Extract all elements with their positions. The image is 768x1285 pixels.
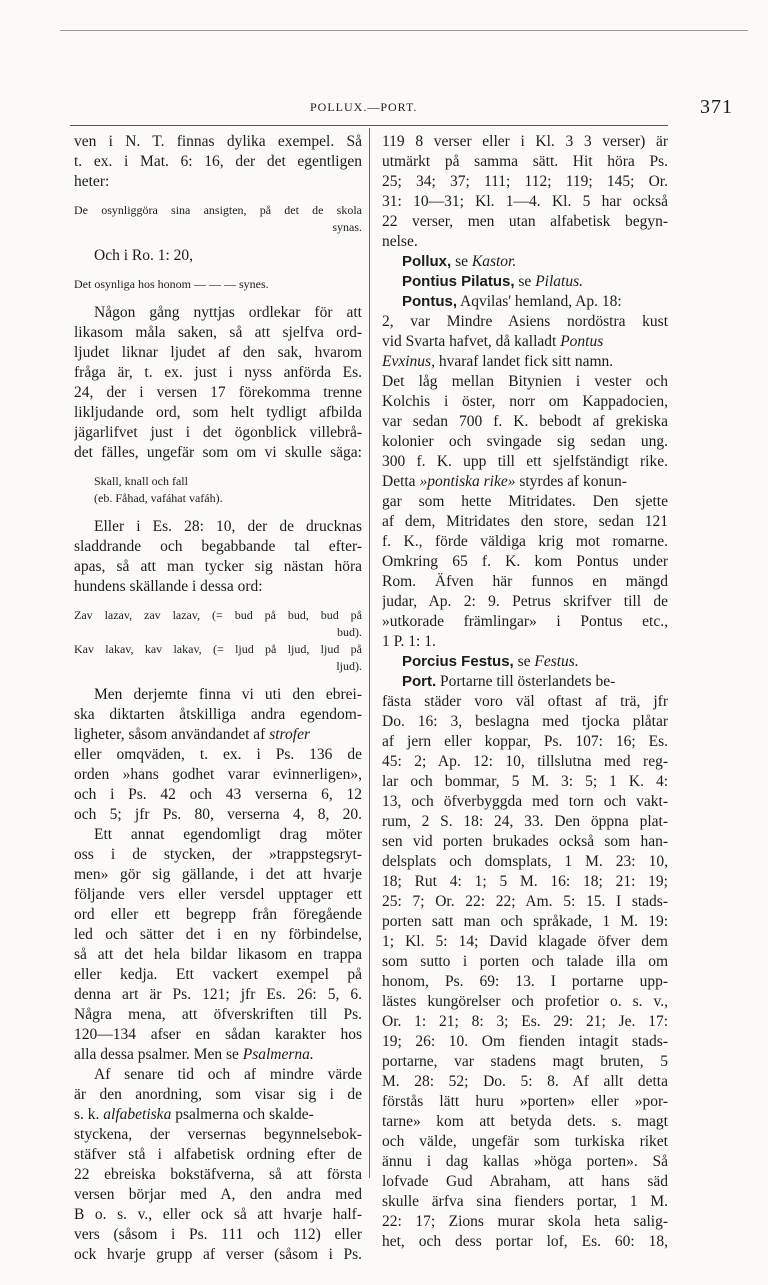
text-line: »utkorade främlingar» i Pontus etc., <box>382 613 668 630</box>
text-line: nelse. <box>382 233 418 250</box>
text-line: likljudande ord, som helt tydligt afbilda <box>74 404 362 421</box>
text-line: Do. 16: 3, beslagna med tjocka plåtar <box>382 713 668 730</box>
text-line: stäfver stå i alfabetisk ordning efter de <box>74 1146 362 1163</box>
text-line: 22: 17; Zions murar skola heta salig- <box>382 1213 668 1230</box>
text-line: led och sätter det i en ny förbindelse, <box>74 926 362 943</box>
text-line: 1 P. 1: 1. <box>382 633 436 650</box>
text-line: eller kedja. Ett vackert exempel på <box>74 966 362 983</box>
text-line: honom, Ps. 69: 13. I portarne upp- <box>382 973 668 990</box>
quote-line: Det osynliga hos honom — — — synes. <box>74 277 269 291</box>
entry-porcius-festus: Porcius Festus, se Festus. <box>402 653 579 670</box>
text-line: 45: 2; Ap. 12: 10, tillslutna med reg- <box>382 753 668 770</box>
text-line: och 5; jfr Ps. 80, verserna 4, 8, 20. <box>74 806 362 823</box>
text-line: Omkring 65 f. K. kom Pontus under <box>382 553 668 570</box>
text-line: portarne, var stadens magt bruten, 5 <box>382 1053 668 1070</box>
text-line: är den anordning, som visar sig i de <box>74 1086 362 1103</box>
text-line: alla dessa psalmer. Men se Psalmerna. <box>74 1046 314 1063</box>
top-rule <box>60 30 748 31</box>
text-line: B o. s. v., eller ock så att hvarje half- <box>74 1206 362 1223</box>
text-line: kolonier och svingade sig sedan ung. <box>382 433 668 450</box>
text-line: lar och bommar, 5 M. 3: 5; 1 K. 4: <box>382 773 668 790</box>
text-line <box>74 1265 362 1285</box>
text-line: eller omqväden, t. ex. i Ps. 136 de <box>74 746 362 763</box>
text-line: 22 ebreiska bokstäfverna, så att första <box>74 1166 362 1183</box>
text-line: 120—134 afser en sådan karakter hos <box>74 1026 362 1043</box>
text-line: 25: 7; Or. 22: 22; Am. 5: 15. I stads- <box>382 893 668 910</box>
text-line: Eller i Es. 28: 10, der de drucknas <box>94 518 362 535</box>
text-line: men» gör sig gällande, i det att hvarje <box>74 866 362 883</box>
text-line: Detta »pontiska rike» styrdes af konun- <box>382 473 627 490</box>
text-line: 1; Kl. 5: 14; David klagade öfver dem <box>382 933 668 950</box>
text-line: ord eller ett begrepp från föregående <box>74 906 362 923</box>
text-line: oss i de stycken, der »trappstegsryt- <box>74 846 362 863</box>
text-line: jägarlifvet just i det ögonblick villebrå- <box>74 424 362 441</box>
text-line: 13, och öfverbyggda med torn och vakt- <box>382 793 668 810</box>
headword: Pontius Pilatus, <box>402 273 515 290</box>
text-line: som sutto i porten och talade illa om <box>382 953 668 970</box>
text-line: 18; Rut 4: 1; 5 M. 16: 18; 21: 19; <box>382 873 668 890</box>
entry-pollux: Pollux, se Kastor. <box>402 253 517 270</box>
text-line: gar som hette Mitridates. Den sjette <box>382 493 668 510</box>
running-title: POLLUX.—PORT. <box>310 100 418 114</box>
text-line: 300 f. K. upp till ett sjelfständigt rike. <box>382 453 668 470</box>
text-line: ven i N. T. finnas dylika exempel. Så <box>74 133 362 150</box>
text-line: delsplats och domsplats, 1 M. 23: 10, <box>382 853 668 870</box>
text-line: het, och dess portar lof, Es. 60: 18, <box>382 1233 668 1250</box>
text-line: porten satt man och språkade, 1 M. 19: <box>382 913 668 930</box>
text-line: tarne» kom att betyda dets. s. magt <box>382 1113 668 1130</box>
text-line: af jern eller koppar, Ps. 107: 16; Es. <box>382 733 668 750</box>
quote-line: synas. <box>332 220 362 234</box>
headword: Pollux, <box>402 253 452 270</box>
text-line: Någon gång nyttjas ordlekar för att <box>94 304 362 321</box>
text-line: 19; 26: 10. Om fienden intagit stads- <box>382 1033 668 1050</box>
entry-port: Port. Portarne till österlandets be- <box>402 673 616 690</box>
text-line: t. ex. i Mat. 6: 16, der det egentligen <box>74 153 362 170</box>
text-line: ligheter, såsom användandet af strofer <box>74 726 310 743</box>
text-line: 24, der i versen 17 förekomma trenne <box>74 384 362 401</box>
text-line: och välde, ungefär som turkiska riket <box>382 1133 668 1150</box>
text-line: Och i Ro. 1: 20, <box>94 247 194 264</box>
right-column <box>382 132 668 1252</box>
quote-line: (eb. Fåhad, vafáhat vafáh). <box>94 491 223 505</box>
text-line: så att det hela bildar likasom en trappa <box>74 946 362 963</box>
left-column <box>74 132 362 1285</box>
quote-line: De osynliggöra sina ansigten, på det de skola <box>74 203 362 217</box>
text-line: sladdrande och begabbande tal efter- <box>74 538 362 555</box>
text-line: följande vers eller versdel upptager ett <box>74 886 362 903</box>
text-line: lästes kungörelser och profetior o. s. v., <box>382 993 668 1010</box>
text-line: styckena, der versernas begynnelsebok- <box>74 1126 362 1143</box>
quote-line: bud). <box>337 625 362 639</box>
text-line: vers (såsom i Ps. 111 och 112) eller <box>74 1226 362 1243</box>
entry-pontius-pilatus: Pontius Pilatus, se Pilatus. <box>402 273 583 290</box>
text-line: ock hvarje grupp af verser (såsom i Ps. <box>74 1246 362 1263</box>
header-rule <box>70 125 668 126</box>
text-line: Rom. Äfven här funnos en mängd <box>382 573 668 590</box>
headword: Porcius Festus, <box>402 653 514 670</box>
text-line: det fälles, ungefär som om vi skulle säga: <box>74 444 362 461</box>
quote-line: Kav lakav, kav lakav, (= ljud på ljud, ljud på <box>74 642 362 656</box>
text-line: lofvade Gud Abraham, att hans säd <box>382 1173 668 1190</box>
column-divider <box>369 128 370 1178</box>
text-line: Några mena, att öfverskriften till Ps. <box>74 1006 362 1023</box>
text-line: skulle ärfva sina fienders portar, 1 M. <box>382 1193 668 1210</box>
headword: Pontus, <box>402 293 457 310</box>
text-line: ljudet liknar ljudet af den sak, hvarom <box>74 344 362 361</box>
text-line: ännu i dag kallas »höga porten». Så <box>382 1153 668 1170</box>
text-line: utmärkt på samma sätt. Hit höra Ps. <box>382 153 668 170</box>
quote-line: Zav lazav, zav lazav, (= bud på bud, bud på <box>74 608 362 622</box>
text-line: förstås lätt huru »porten» eller »por- <box>382 1093 668 1110</box>
headword: Port. <box>402 673 437 690</box>
text-line: var sedan 700 f. K. bebodt af grekiska <box>382 413 668 430</box>
text-line: 31: 10—31; Kl. 1—4. Kl. 5 har också <box>382 193 668 210</box>
text-line: 119 8 verser eller i Kl. 3 3 verser) är <box>382 133 668 150</box>
text-line: likasom måla saken, så att sjelfva ord- <box>74 324 362 341</box>
text-line: 22 verser, men utan alfabetisk begyn- <box>382 213 668 230</box>
text-line: Or. 1: 21; 8: 3; Es. 29: 21; Je. 17: <box>382 1013 668 1030</box>
text-line: versen börjar med A, den andra med <box>74 1186 362 1203</box>
text-line: rum, 2 S. 18: 24, 33. Den öppna plat- <box>382 813 668 830</box>
text-line: heter: <box>74 173 110 190</box>
text-line: vid Svarta hafvet, då kalladt Pontus <box>382 333 604 350</box>
text-line: af dem, Mitridates den store, sedan 121 <box>382 513 668 530</box>
text-line: Evxinus, hvaraf landet fick sitt namn. <box>382 353 614 370</box>
text-line: apas, så att man tycker sig nästan höra <box>74 558 362 575</box>
text-line: sen vid porten brukades också som han- <box>382 833 668 850</box>
text-line: hundens skällande i dessa ord: <box>74 578 263 595</box>
text-line: Men derjemte finna vi uti den ebrei- <box>94 686 362 703</box>
text-line: denna art är Ps. 121; jfr Es. 26: 5, 6. <box>74 986 362 1003</box>
quote-line: ljud). <box>336 659 362 673</box>
text-line: f. K., förde väldiga krig mot romarne. <box>382 533 668 550</box>
text-line: 2, var Mindre Asiens nordöstra kust <box>382 313 668 330</box>
text-line: Det låg mellan Bitynien i vester och <box>382 373 668 390</box>
text-line: Af senare tid och af mindre värde <box>94 1066 362 1083</box>
text-line: Ett annat egendomligt drag möter <box>94 826 362 843</box>
quote-line: Skall, knall och fall <box>94 474 188 488</box>
entry-pontus: Pontus, Aqvilas' hemland, Ap. 18: <box>402 293 622 310</box>
text-line: Kolchis i öster, norr om Kappadocien, <box>382 393 668 410</box>
text-line: ska diktarten åtskilliga andra egendom- <box>74 706 362 723</box>
text-line: orden »hans godhet varar evinnerligen», <box>74 766 362 783</box>
text-line: M. 28: 52; Do. 5: 8. Af allt detta <box>382 1073 668 1090</box>
text-line: och i Ps. 42 och 43 verserna 6, 12 <box>74 786 362 803</box>
text-line: fästa städer voro väl oftast af trä, jfr <box>382 693 668 710</box>
text-line: judar, Ap. 2: 9. Petrus skrifver till de <box>382 593 668 610</box>
text-line: 25; 34; 37; 111; 112; 119; 145; Or. <box>382 173 668 190</box>
text-line: s. k. alfabetiska psalmerna och skalde- <box>74 1106 314 1123</box>
page-number: 371 <box>700 96 733 118</box>
text-line: fråga är, t. ex. just i nyss anförda Es. <box>74 364 362 381</box>
